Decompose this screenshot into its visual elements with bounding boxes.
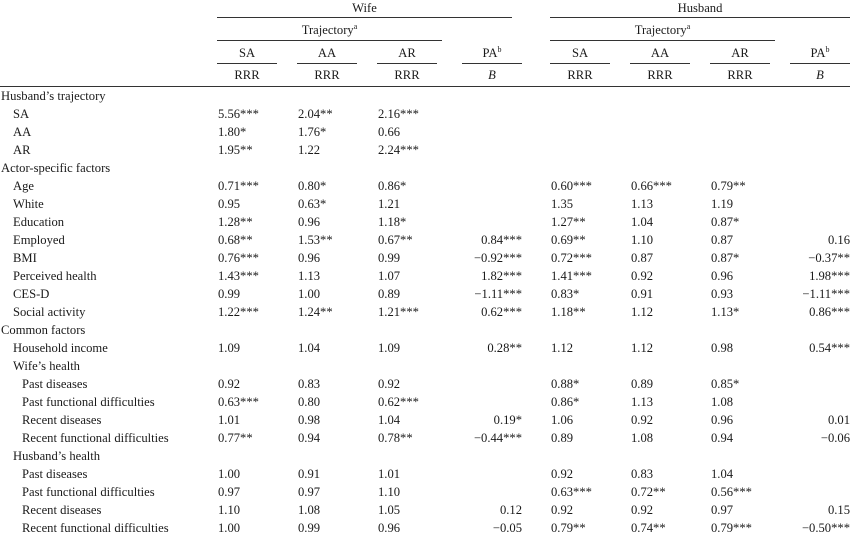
table-cell: 1.04 <box>711 467 734 481</box>
table-cell: 0.99 <box>378 251 401 265</box>
table-cell: 1.28** <box>218 215 253 229</box>
table-cell: 0.85* <box>711 377 740 391</box>
table-cell: 0.69** <box>551 233 586 247</box>
table-cell: 0.16 <box>827 233 850 247</box>
table-cell: 0.84*** <box>481 233 522 247</box>
row-label: Age <box>13 179 34 193</box>
table-cell: 1.24** <box>298 305 333 319</box>
table-cell: 0.89 <box>631 377 654 391</box>
table-cell: 0.96 <box>711 269 734 283</box>
col-stat-rrr: RRR <box>567 68 593 82</box>
row-label: Common factors <box>1 323 86 337</box>
col-stat-rrr: RRR <box>647 68 673 82</box>
table-cell: 0.71*** <box>218 179 259 193</box>
table-cell: 0.95 <box>218 197 241 211</box>
row-label: Past diseases <box>22 467 88 481</box>
table-cell: 0.28** <box>487 341 522 355</box>
table-cell: 1.21 <box>378 197 401 211</box>
table-cell: 1.13 <box>298 269 321 283</box>
col-stat-rrr: RRR <box>727 68 753 82</box>
table-cell: 0.96 <box>298 215 321 229</box>
table-cell: 0.83 <box>298 377 321 391</box>
table-cell: 1.12 <box>631 341 654 355</box>
table-cell: 1.04 <box>631 215 654 229</box>
table-cell: 1.19 <box>711 197 734 211</box>
group-header-husband: Husband <box>677 1 723 15</box>
table-cell: 1.13* <box>711 305 740 319</box>
col-header-label: SA <box>238 46 256 60</box>
table-cell: 1.80* <box>218 125 247 139</box>
table-cell: 0.80* <box>298 179 327 193</box>
table-cell: 0.72** <box>631 485 666 499</box>
col-stat-rrr: RRR <box>394 68 420 82</box>
row-label: AA <box>13 125 32 139</box>
table-cell: 1.22 <box>298 143 321 157</box>
table-cell: 5.56*** <box>218 107 259 121</box>
table-cell: 1.35 <box>551 197 574 211</box>
row-label: Perceived health <box>13 269 97 283</box>
table-cell: 1.08 <box>298 503 321 517</box>
table-cell: 0.79*** <box>711 521 752 535</box>
table-cell: 0.86* <box>378 179 407 193</box>
table-cell: 0.87* <box>711 251 740 265</box>
table-cell: 1.00 <box>298 287 321 301</box>
table-cell: 2.04** <box>298 107 333 121</box>
table-cell: 0.60*** <box>551 179 592 193</box>
table-cell: 0.68** <box>218 233 253 247</box>
trajectory-label: Trajectory <box>634 23 687 37</box>
table-cell: 1.00 <box>218 467 241 481</box>
table-cell: 0.92 <box>218 377 241 391</box>
table-cell: −0.37** <box>808 251 850 265</box>
row-label: Wife’s health <box>13 359 80 373</box>
table-cell: 0.92 <box>631 269 654 283</box>
table-cell: 2.16*** <box>378 107 419 121</box>
col-header-label: AA <box>650 46 670 60</box>
table-cell: −0.44*** <box>473 431 522 445</box>
col-stat-rrr: RRR <box>234 68 260 82</box>
row-label: Husband’s trajectory <box>1 89 106 103</box>
row-label: SA <box>13 107 30 121</box>
table-cell: 0.62*** <box>481 305 522 319</box>
table-cell: 0.96 <box>298 251 321 265</box>
table-cell: 0.99 <box>298 521 321 535</box>
table-cell: 0.92 <box>551 503 574 517</box>
table-cell: 1.41*** <box>551 269 592 283</box>
table-cell: 1.04 <box>378 413 401 427</box>
group-header-wife: Wife <box>352 1 377 15</box>
table-cell: 0.63*** <box>218 395 259 409</box>
table-cell: 0.83 <box>631 467 654 481</box>
table-cell: 0.79** <box>551 521 586 535</box>
table-cell: 1.04 <box>298 341 321 355</box>
table-cell: 0.66*** <box>631 179 672 193</box>
table-cell: 1.10 <box>378 485 401 499</box>
table-cell: 0.15 <box>827 503 850 517</box>
table-cell: 1.00 <box>218 521 241 535</box>
table-cell: 1.27** <box>551 215 586 229</box>
table-cell: 0.62*** <box>378 395 419 409</box>
table-cell: 1.82*** <box>481 269 522 283</box>
table-cell: −0.06 <box>820 431 850 445</box>
col-header-label: SA <box>571 46 589 60</box>
table-cell: 0.93 <box>711 287 734 301</box>
table-cell: 0.54*** <box>809 341 850 355</box>
row-label: Recent diseases <box>22 503 102 517</box>
table-cell: −1.11*** <box>802 287 850 301</box>
table-cell: −0.05 <box>492 521 522 535</box>
table-cell: 0.63* <box>298 197 327 211</box>
table-cell: 1.76* <box>298 125 327 139</box>
row-label: Past functional difficulties <box>22 485 155 499</box>
table-cell: 0.91 <box>631 287 654 301</box>
col-stat-b: B <box>816 68 824 82</box>
table-cell: 0.92 <box>631 413 654 427</box>
col-header-label: PA <box>810 46 826 60</box>
table-cell: 0.77** <box>218 431 253 445</box>
table-cell: 1.10 <box>631 233 654 247</box>
table-cell: 1.18** <box>551 305 586 319</box>
table-cell: 0.63*** <box>551 485 592 499</box>
table-cell: 1.09 <box>378 341 401 355</box>
table-cell: 1.13 <box>631 395 654 409</box>
table-cell: 0.91 <box>298 467 321 481</box>
table-cell: 1.07 <box>378 269 401 283</box>
table-cell: 0.97 <box>711 503 734 517</box>
table-cell: 2.24*** <box>378 143 419 157</box>
table-cell: 0.74** <box>631 521 666 535</box>
table-cell: 1.18* <box>378 215 407 229</box>
footnote-a: a <box>686 22 691 31</box>
footnote-b: b <box>825 45 830 54</box>
table-cell: 0.78** <box>378 431 413 445</box>
table-cell: 0.19* <box>493 413 522 427</box>
table-cell: 0.92 <box>551 467 574 481</box>
table-cell: 0.86* <box>551 395 580 409</box>
table-cell: 0.97 <box>218 485 241 499</box>
table-cell: 0.92 <box>378 377 401 391</box>
row-label: Household income <box>13 341 108 355</box>
table-cell: 0.01 <box>827 413 850 427</box>
table-cell: 1.13 <box>631 197 654 211</box>
row-label: AR <box>13 143 31 157</box>
table-cell: 0.80 <box>298 395 321 409</box>
table-cell: 1.12 <box>631 305 654 319</box>
footnote-b: b <box>497 45 502 54</box>
table-cell: 0.72*** <box>551 251 592 265</box>
table-cell: 0.86*** <box>809 305 850 319</box>
table-cell: 0.92 <box>631 503 654 517</box>
table-cell: 0.87 <box>711 233 734 247</box>
col-stat-rrr: RRR <box>314 68 340 82</box>
row-label: Education <box>13 215 65 229</box>
col-header-label: AR <box>731 46 749 60</box>
table-cell: 1.08 <box>631 431 654 445</box>
table-cell: 1.01 <box>378 467 401 481</box>
row-label: Employed <box>13 233 65 247</box>
row-label: Social activity <box>13 305 86 319</box>
table-cell: 1.09 <box>218 341 241 355</box>
row-label: CES-D <box>13 287 50 301</box>
table-cell: 1.12 <box>551 341 574 355</box>
table-cell: 0.94 <box>711 431 734 445</box>
row-label: Past functional difficulties <box>22 395 155 409</box>
row-label: Recent functional difficulties <box>22 431 169 445</box>
footnote-a: a <box>353 22 358 31</box>
table-cell: −0.92*** <box>473 251 522 265</box>
table-cell: 1.01 <box>218 413 241 427</box>
table-cell: 0.94 <box>298 431 321 445</box>
table-cell: 0.76*** <box>218 251 259 265</box>
row-label: Recent functional difficulties <box>22 521 169 535</box>
table-cell: 0.98 <box>711 341 734 355</box>
row-label: Actor-specific factors <box>1 161 111 175</box>
table-cell: −1.11*** <box>474 287 522 301</box>
table-cell: 1.06 <box>551 413 574 427</box>
trajectory-label: Trajectory <box>301 23 354 37</box>
table-cell: 1.10 <box>218 503 241 517</box>
table-cell: 0.89 <box>551 431 574 445</box>
table-cell: 0.12 <box>499 503 522 517</box>
table-cell: 1.98*** <box>809 269 850 283</box>
table-cell: 0.88* <box>551 377 580 391</box>
row-label: Past diseases <box>22 377 88 391</box>
table-cell: 0.66 <box>378 125 401 139</box>
table-cell: 0.87* <box>711 215 740 229</box>
col-header-label: AA <box>317 46 337 60</box>
table-cell: 0.97 <box>298 485 321 499</box>
table-cell: 0.87 <box>631 251 654 265</box>
table-cell: 1.22*** <box>218 305 259 319</box>
row-label: BMI <box>13 251 37 265</box>
col-header-label: AR <box>398 46 416 60</box>
table-cell: 1.21*** <box>378 305 419 319</box>
table-cell: 0.67** <box>378 233 413 247</box>
table-cell: 0.98 <box>298 413 321 427</box>
table-cell: 1.05 <box>378 503 401 517</box>
row-label: Recent diseases <box>22 413 102 427</box>
table-cell: 0.83* <box>551 287 580 301</box>
table-cell: 1.08 <box>711 395 734 409</box>
table-cell: 1.43*** <box>218 269 259 283</box>
table-cell: 0.79** <box>711 179 746 193</box>
table-cell: 1.95** <box>218 143 253 157</box>
table-cell: 0.96 <box>711 413 734 427</box>
row-label: Husband’s health <box>13 449 101 463</box>
table-cell: 1.53** <box>298 233 333 247</box>
col-stat-b: B <box>488 68 496 82</box>
row-label: White <box>13 197 44 211</box>
table-cell: 0.89 <box>378 287 401 301</box>
table-cell: 0.96 <box>378 521 401 535</box>
col-header-label: PA <box>482 46 498 60</box>
table-cell: 0.56*** <box>711 485 752 499</box>
table-cell: 0.99 <box>218 287 241 301</box>
table-cell: −0.50*** <box>801 521 850 535</box>
